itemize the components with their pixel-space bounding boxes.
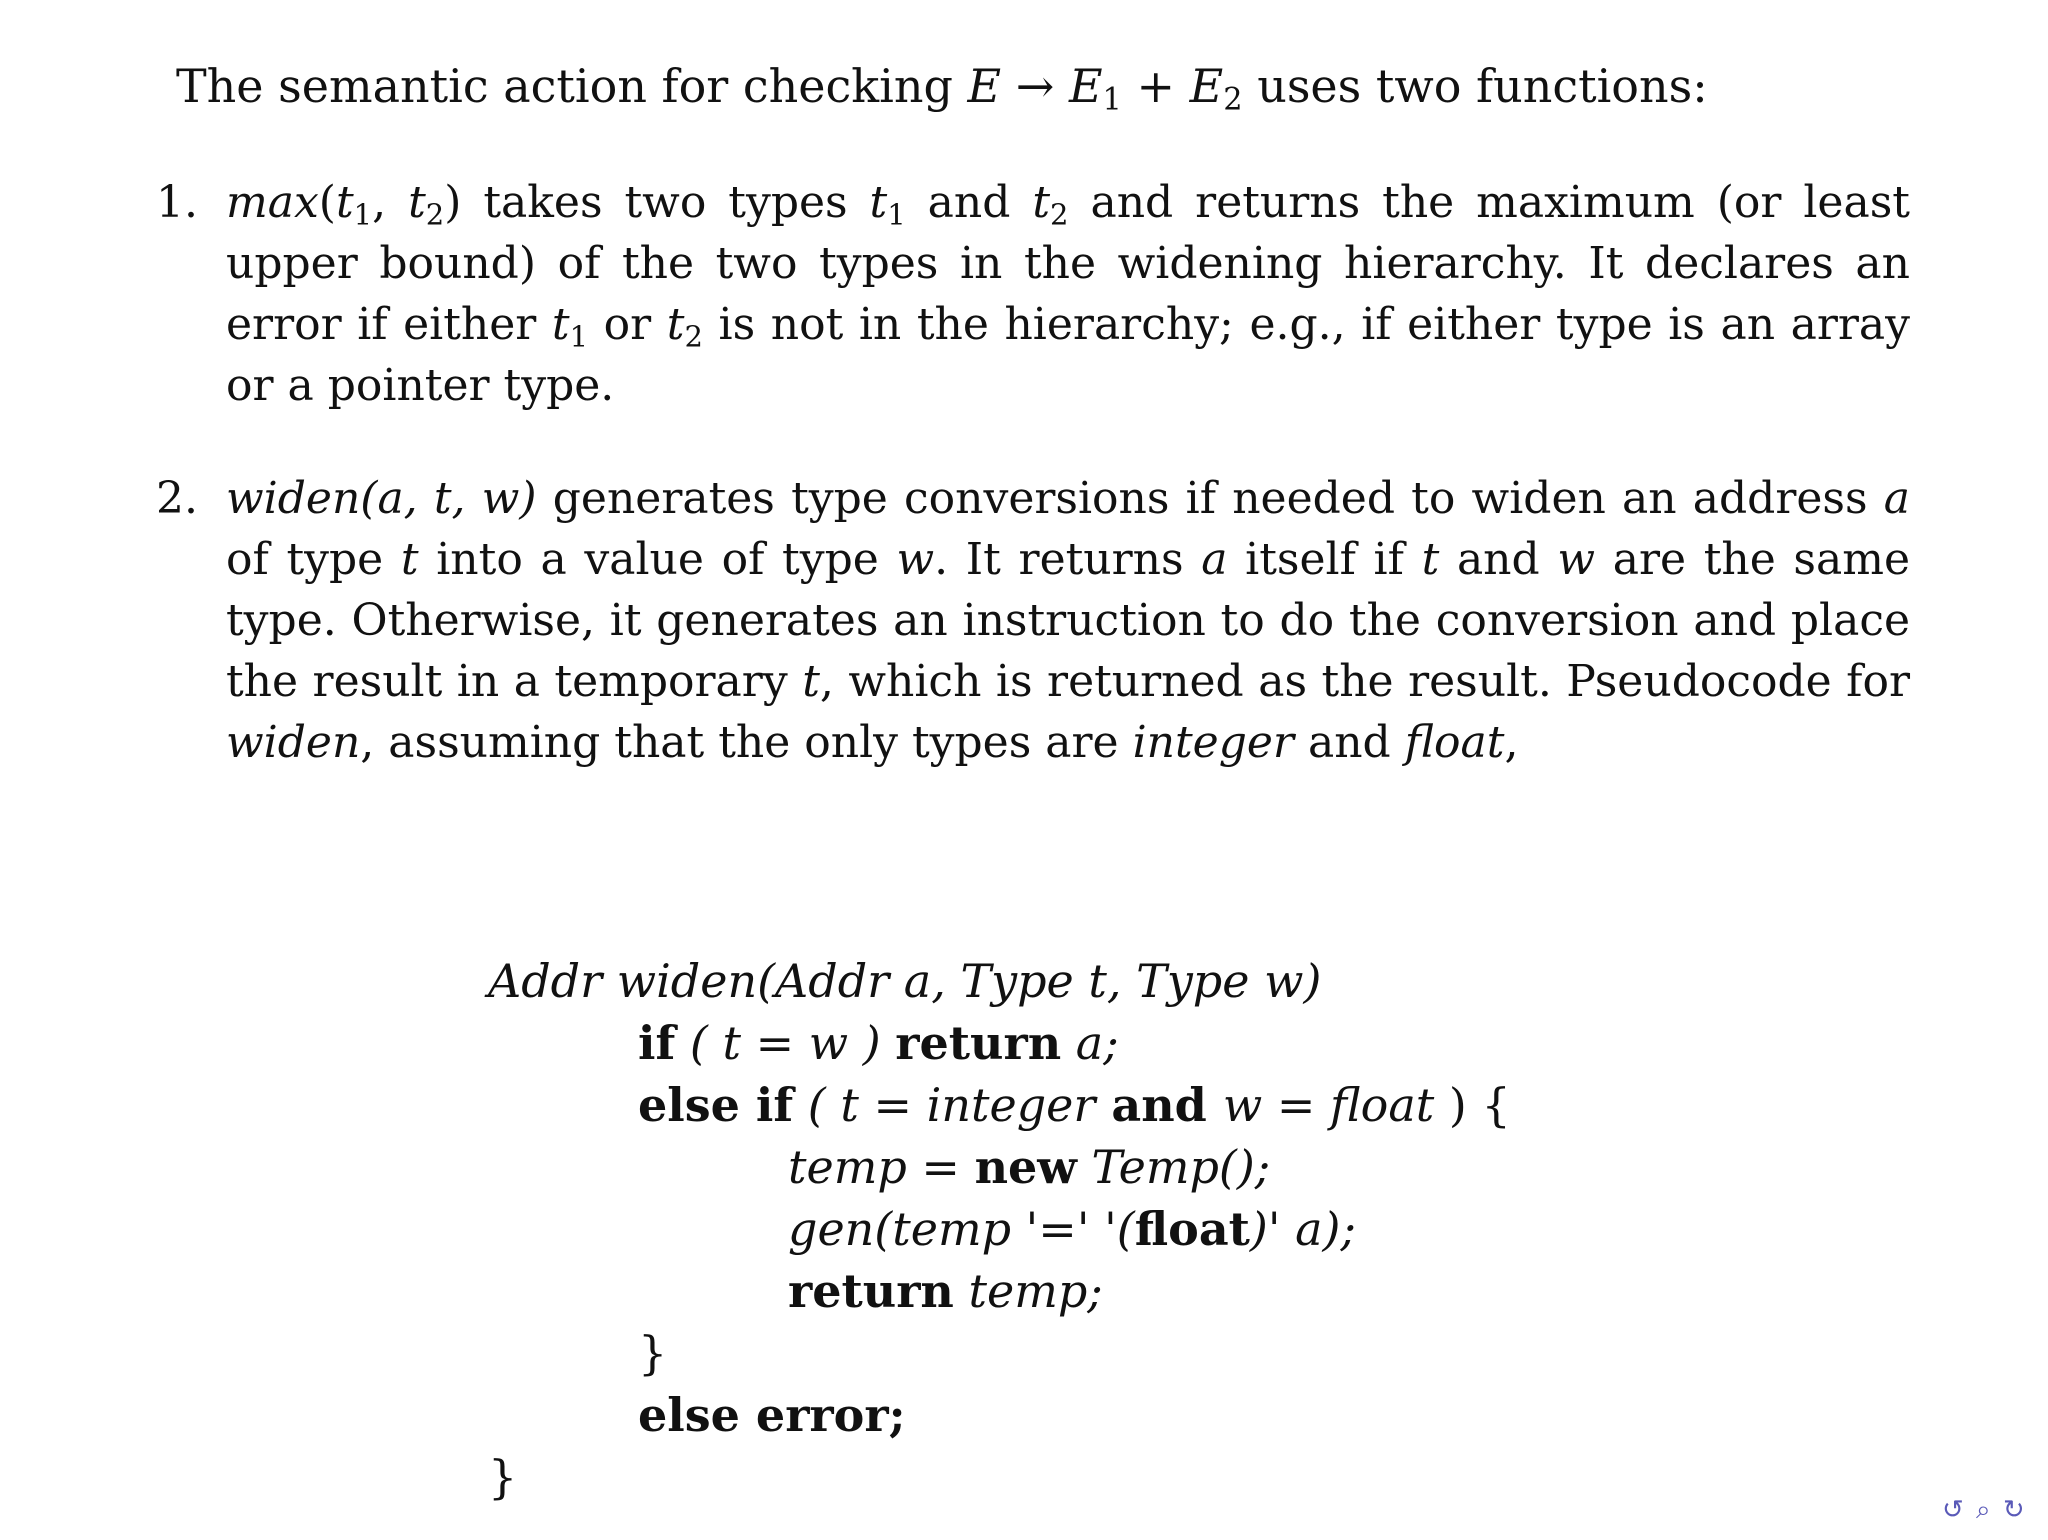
condition: w = [1222,1078,1330,1132]
type-integer: integer [926,1078,1096,1132]
code-line-gen [788,1198,1356,1260]
math-a: a [1883,473,1910,524]
math-E2: E [1189,59,1224,113]
math-t1: t [869,177,888,228]
text: and [905,177,1033,228]
math-t1: t [551,299,570,350]
fn-widen: widen [226,473,361,524]
paren-close: ) [444,177,462,228]
return-value: a; [1061,1016,1119,1070]
intro-text: The semantic action for checking [176,59,968,113]
type-float: float [1404,717,1505,768]
math-t2: t [408,177,426,228]
brace-close: } [638,1326,668,1380]
code-line-return-temp [788,1260,1103,1322]
keyword-error: error; [739,1388,906,1442]
keyword-else-if: else if [638,1078,794,1132]
gen-call: gen(temp '=' '( [788,1202,1135,1256]
fn-widen: widen [226,717,361,768]
code-line-brace [638,1322,667,1384]
arrow-symbol: → [1001,59,1069,113]
constructor-call: Temp(); [1076,1140,1271,1194]
condition: ( t = [793,1078,927,1132]
list-item-max [156,172,1910,416]
math-E1: E [1068,59,1103,113]
keyword-if: if [638,1016,676,1070]
code-line-else [638,1384,906,1446]
list-number: 1. [156,177,198,228]
fn-args: (a, t, w) [360,473,537,524]
comma: , [372,177,409,228]
math-w: w [896,534,935,585]
text: and returns the maximum (or least upper bound) of the two types in the widening hierarchy. It declares an error if either [226,177,1910,350]
keyword-return: return [788,1264,954,1318]
math-w: w [1557,534,1596,585]
code-line-temp [788,1136,1270,1198]
intro-suffix: uses two functions: [1242,59,1708,113]
beamer-nav-controls[interactable]: ↺ ⌕ ↻ [1942,1495,2027,1525]
text: . It returns [934,534,1202,585]
type-integer: integer [1132,717,1294,768]
text: , assuming that the only types are [360,717,1133,768]
text: takes two types [461,177,870,228]
list-number: 2. [156,473,198,524]
plus-symbol: + [1121,59,1190,113]
text: itself if [1227,534,1422,585]
subscript-2: 2 [1223,82,1243,118]
math-t1: t [335,177,354,228]
code-line-signature [488,950,1321,1012]
text: or [588,299,667,350]
condition: ( t = w ) [675,1016,896,1070]
subscript-1: 1 [1102,82,1122,118]
text: and [1439,534,1558,585]
keyword-float: float [1134,1202,1250,1256]
keyword-new: new [974,1140,1077,1194]
math-t: t [1421,534,1440,585]
list-item-widen [156,468,1910,773]
return-value: temp; [953,1264,1103,1318]
math-E: E [967,59,1002,113]
var-temp: temp [788,1140,907,1194]
list-item-text [226,172,1910,416]
code-line-if [638,1012,1119,1074]
subscript-1: 1 [353,197,373,232]
keyword-and: and [1095,1078,1223,1132]
text: , which is returned as the result. Pseudocode for [819,656,1910,707]
math-t: t [400,534,419,585]
text: into a value of type [418,534,897,585]
signature-text: Addr widen(Addr a, Type t, Type w) [488,954,1322,1008]
keyword-return: return [895,1016,1062,1070]
keyword-else: else [638,1388,740,1442]
text: of type [226,534,401,585]
paren-open: ( [318,177,336,228]
assign: = [906,1140,975,1194]
subscript-2: 2 [425,197,445,232]
text: and [1293,717,1405,768]
code-line-end-brace [488,1446,517,1508]
math-t2: t [666,299,685,350]
list-item-text [226,468,1910,773]
subscript-1: 1 [887,197,906,232]
subscript-2: 2 [1050,197,1069,232]
intro-sentence [176,56,1708,116]
math-a: a [1201,534,1228,585]
fn-max: max [226,177,319,228]
math-t: t [802,656,820,707]
gen-call-rest: )' a); [1249,1202,1356,1256]
code-line-elseif [638,1074,1511,1136]
math-t2: t [1032,177,1051,228]
text: are the same type. Otherwise, it generates an instruction to do the conversion and place the result in a temporary [226,534,1910,707]
type-float: float [1330,1078,1435,1132]
text: generates type conversions if needed to widen an address [536,473,1884,524]
text: , [1504,717,1519,768]
brace-close: } [488,1450,518,1504]
subscript-2: 2 [684,319,703,354]
brace-open: ) { [1434,1078,1511,1132]
subscript-1: 1 [569,319,589,354]
text: is not in the hierarchy; e.g., if either type is an array or a pointer type. [226,299,1910,411]
